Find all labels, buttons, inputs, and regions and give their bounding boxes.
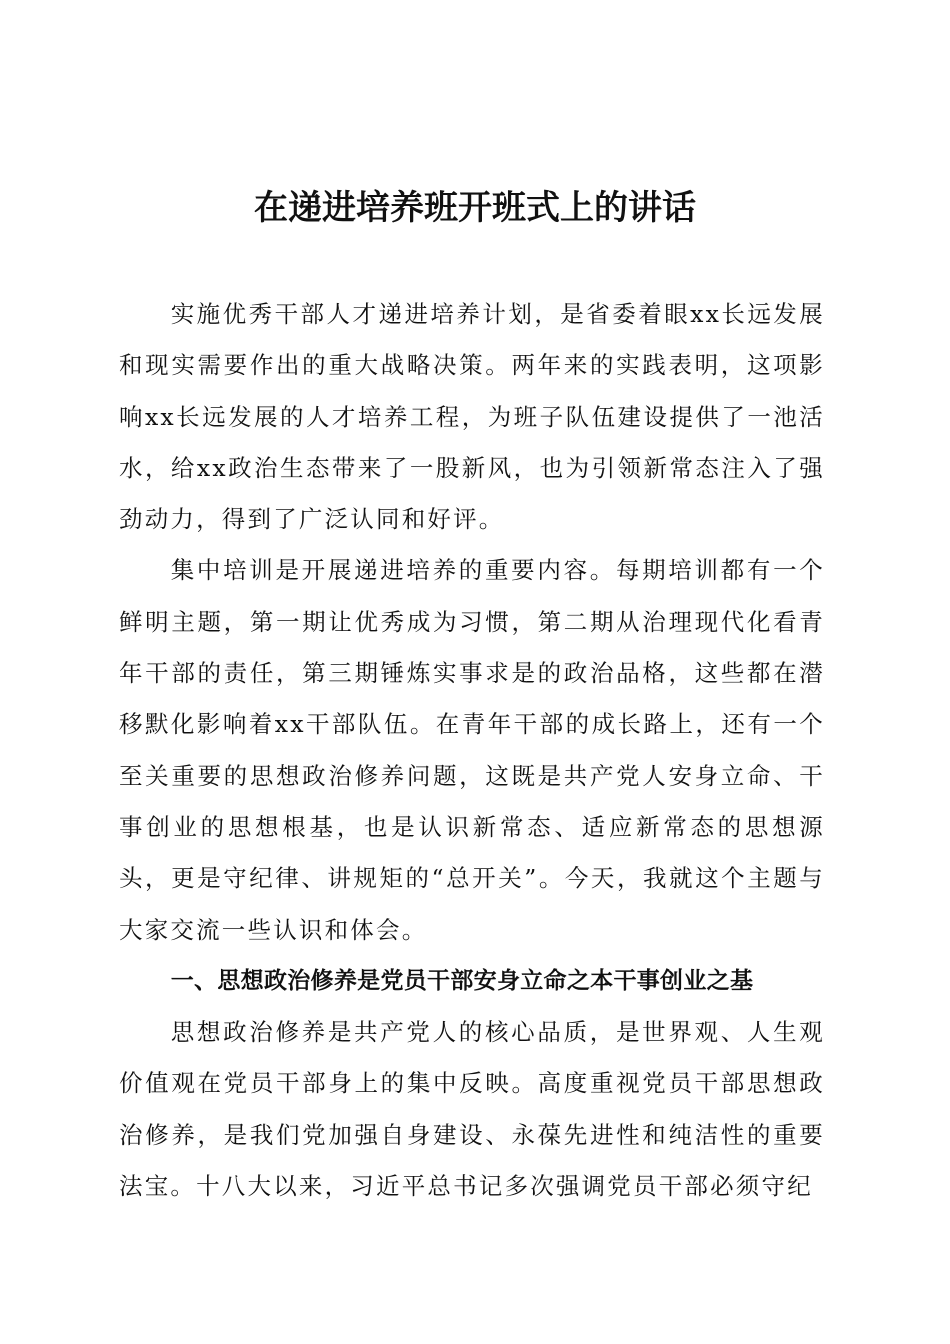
- section-heading: 一、思想政治修养是党员干部安身立命之本干事创业之基: [170, 967, 754, 994]
- training-paragraph: 集中培训是开展递进培养的重要内容。每期培训都有一个鲜明主题，第一期让优秀成为习惯，第二期从治理现代化看青年干部的责任，第三期锤炼实事求是的政治品格，这些都在潜移默化影响着xx干部队伍。在青年干部的成长路上，还有一个至关重要的思想政治修养问题，这既是共产党人安身立命、干事创业的思想根基，也是认识新常态、适应新常态的思想源头，更是守纪律、讲规矩的“总开关”。今天，我就这个主题与大家交流一些认识和体会。: [119, 556, 825, 944]
- intro-paragraph: 实施优秀干部人才递进培养计划，是省委着眼xx长远发展和现实需要作出的重大战略决策。两年来的实践表明，这项影响xx长远发展的人才培养工程，为班子队伍建设提供了一池活水，给xx政治生态带来了一股新风，也为引领新常态注入了强劲动力，得到了广泛认同和好评。: [119, 300, 825, 534]
- speech-body: [119, 289, 825, 1212]
- section-paragraph: 思想政治修养是共产党人的核心品质，是世界观、人生观价值观在党员干部身上的集中反映。高度重视党员干部思想政治修养，是我们党加强自身建设、永葆先进性和纯洁性的重要法宝。十八大以来，习近平总书记多次强调党员干部必须守纪: [119, 1018, 825, 1201]
- speech-title: 在递进培养班开班式上的讲话: [254, 188, 696, 228]
